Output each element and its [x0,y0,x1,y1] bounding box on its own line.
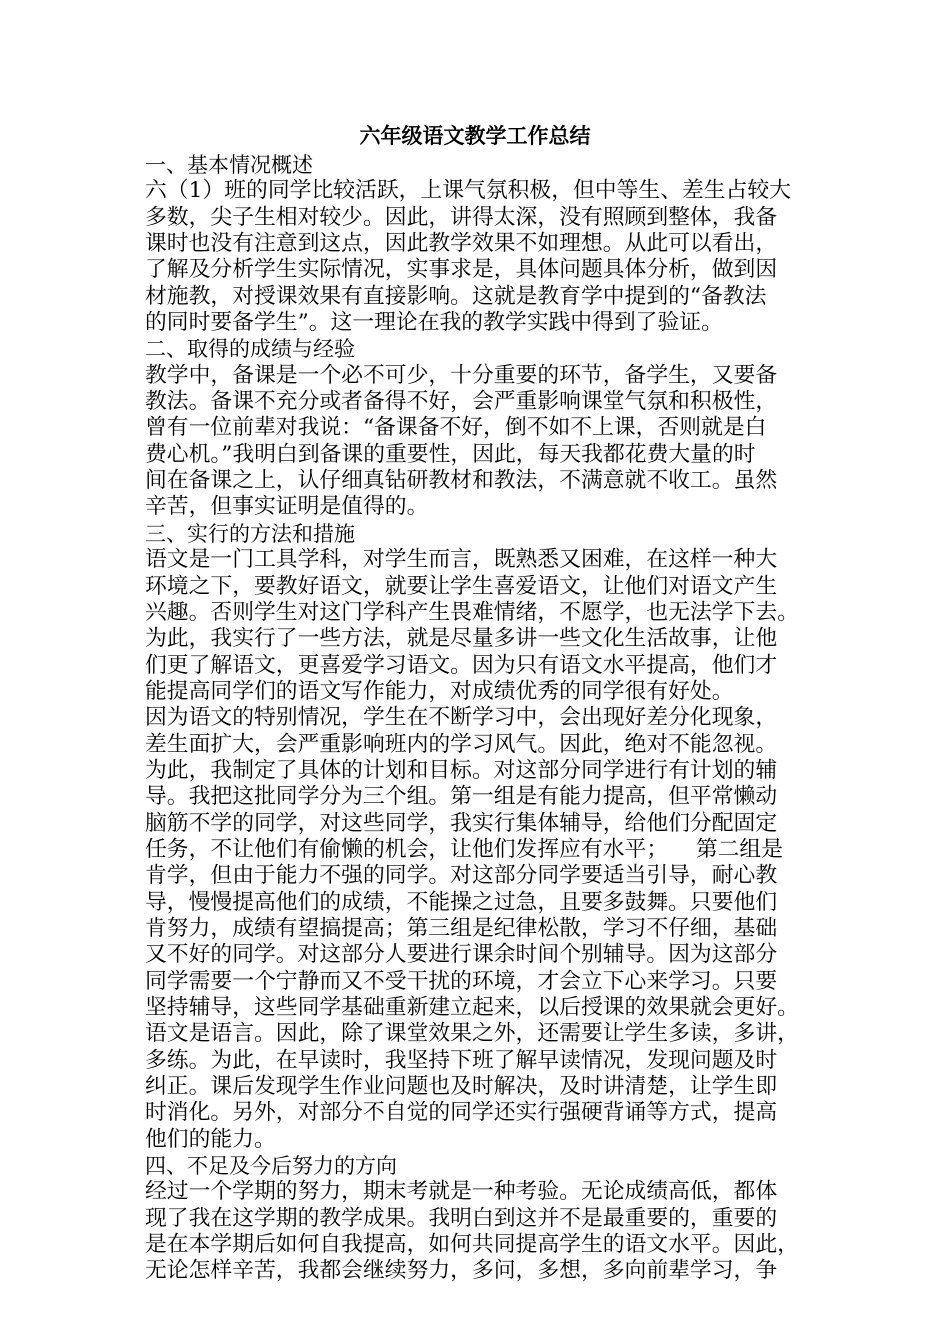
paragraph-line: 曾有一位前辈对我说：“备课备不好，倒不如不上课，否则就是白 [145,415,767,441]
paragraph-line: 脑筋不学的同学，对这些同学，我实行集体辅导，给他们分配固定 [145,810,778,836]
paragraph-line: 经过一个学期的努力，期末考就是一种考验。无论成绩高低，都体 [145,1179,778,1205]
paragraph-line: 坚持辅导，这些同学基础重新建立起来，以后授课的效果就会更好。 [145,995,799,1020]
document-body [145,152,805,1285]
paragraph-line: 语文是语言。因此，除了课堂效果之外，还需要让学生多读，多讲， [145,1021,799,1047]
paragraph-line: 能提高同学们的语文写作能力，对成绩优秀的同学很有好处。 [145,678,734,704]
paragraph-line: 导。我把这批同学分为三个组。第一组是有能力提高，但平常懒动 [145,784,778,810]
paragraph-line: 又不好的同学。对这部分人要进行课余时间个别辅导。因为这部分 [145,942,778,968]
paragraph-line: 的同时要备学生”。这一理论在我的教学实践中得到了验证。 [145,310,723,336]
section-heading: 四、不足及今后努力的方向 [145,1154,397,1179]
paragraph-line: 教法。备课不充分或者备得不好，会严重影响课堂气氛和积极性， [145,389,778,415]
paragraph-line: 导，慢慢提高他们的成绩，不能操之过急，且要多鼓舞。只要他们 [145,889,778,915]
paragraph-line: 他们的能力。 [145,1126,276,1152]
paragraph-line: 多数，尖子生相对较少。因此，讲得太深，没有照顾到整体，我备 [145,204,778,230]
section-heading: 一、基本情况概述 [145,153,313,177]
paragraph-line: 差生面扩大，会严重影响班内的学习风气。因此，绝对不能忽视。 [145,731,778,757]
paragraph-line: 肯学，但由于能力不强的同学。对这部分同学要适当引导，耐心教 [145,863,778,889]
paragraph-line: 因为语文的特别情况，学生在不断学习中，会出现好差分化现象， [145,705,778,731]
paragraph-line: 六（1）班的同学比较活跃，上课气氛积极，但中等生、差生占较大 [145,178,791,204]
paragraph-line: 纠正。课后发现学生作业问题也及时解决，及时讲清楚，让学生即 [145,1074,778,1100]
paragraph-line: 是在本学期后如何自我提高，如何共同提高学生的语文水平。因此， [145,1232,799,1258]
paragraph-line: 语文是一门工具学科，对学生而言，既熟悉又困难，在这样一种大 [145,547,778,573]
paragraph-line: 材施教，对授课效果有直接影响。这就是教育学中提到的“备教法 [145,283,767,309]
section-heading: 三、实行的方法和措施 [145,521,355,546]
document-title: 六年级语文教学工作总结 [359,124,591,148]
paragraph-line: 现了我在这学期的教学成果。我明白到这并不是最重要的，重要的 [145,1205,778,1231]
paragraph-line: 课时也没有注意到这点，因此教学效果不如理想。从此可以看出， [145,231,778,257]
paragraph-line: 了解及分析学生实际情况，实事求是，具体问题具体分析，做到因 [145,257,778,283]
document-page [145,120,805,1285]
paragraph-line: 同学需要一个宁静而又不受干扰的环境，才会立下心来学习。只要 [145,968,778,994]
section-heading: 二、取得的成绩与经验 [145,337,355,362]
paragraph-line: 教学中，备课是一个必不可少，十分重要的环节，备学生，又要备 [145,362,778,388]
paragraph-line: 费心机。”我明白到备课的重要性，因此，每天我都花费大量的时 [145,441,756,467]
paragraph-line: 无论怎样辛苦，我都会继续努力，多问，多想，多向前辈学习，争 [145,1258,778,1284]
paragraph-line: 时消化。另外，对部分不自觉的同学还实行强硬背诵等方式，提高 [145,1100,778,1126]
paragraph-line: 环境之下，要教好语文，就要让学生喜爱语文，让他们对语文产生 [145,573,778,599]
paragraph-line: 兴趣。否则学生对这门学科产生畏难情绪，不愿学，也无法学下去。 [145,599,799,625]
paragraph-line: 多练。为此，在早读时，我坚持下班了解早读情况，发现问题及时 [145,1047,778,1073]
paragraph-line: 肯努力，成绩有望搞提高；第三组是纪律松散，学习不仔细，基础 [145,915,778,941]
paragraph-line: 间在备课之上，认仔细真钻研教材和教法，不满意就不收工。虽然 [145,468,778,494]
paragraph-line: 们更了解语文，更喜爱学习语文。因为只有语文水平提高，他们才 [145,652,778,678]
paragraph-line: 任务，不让他们有偷懒的机会，让他们发挥应有水平； 第二组是 [145,836,784,862]
paragraph-line: 为此，我实行了一些方法，就是尽量多讲一些文化生活故事，让他 [145,626,778,652]
paragraph-line: 辛苦，但事实证明是值得的。 [145,494,429,520]
paragraph-line: 为此，我制定了具体的计划和目标。对这部分同学进行有计划的辅 [145,757,778,783]
